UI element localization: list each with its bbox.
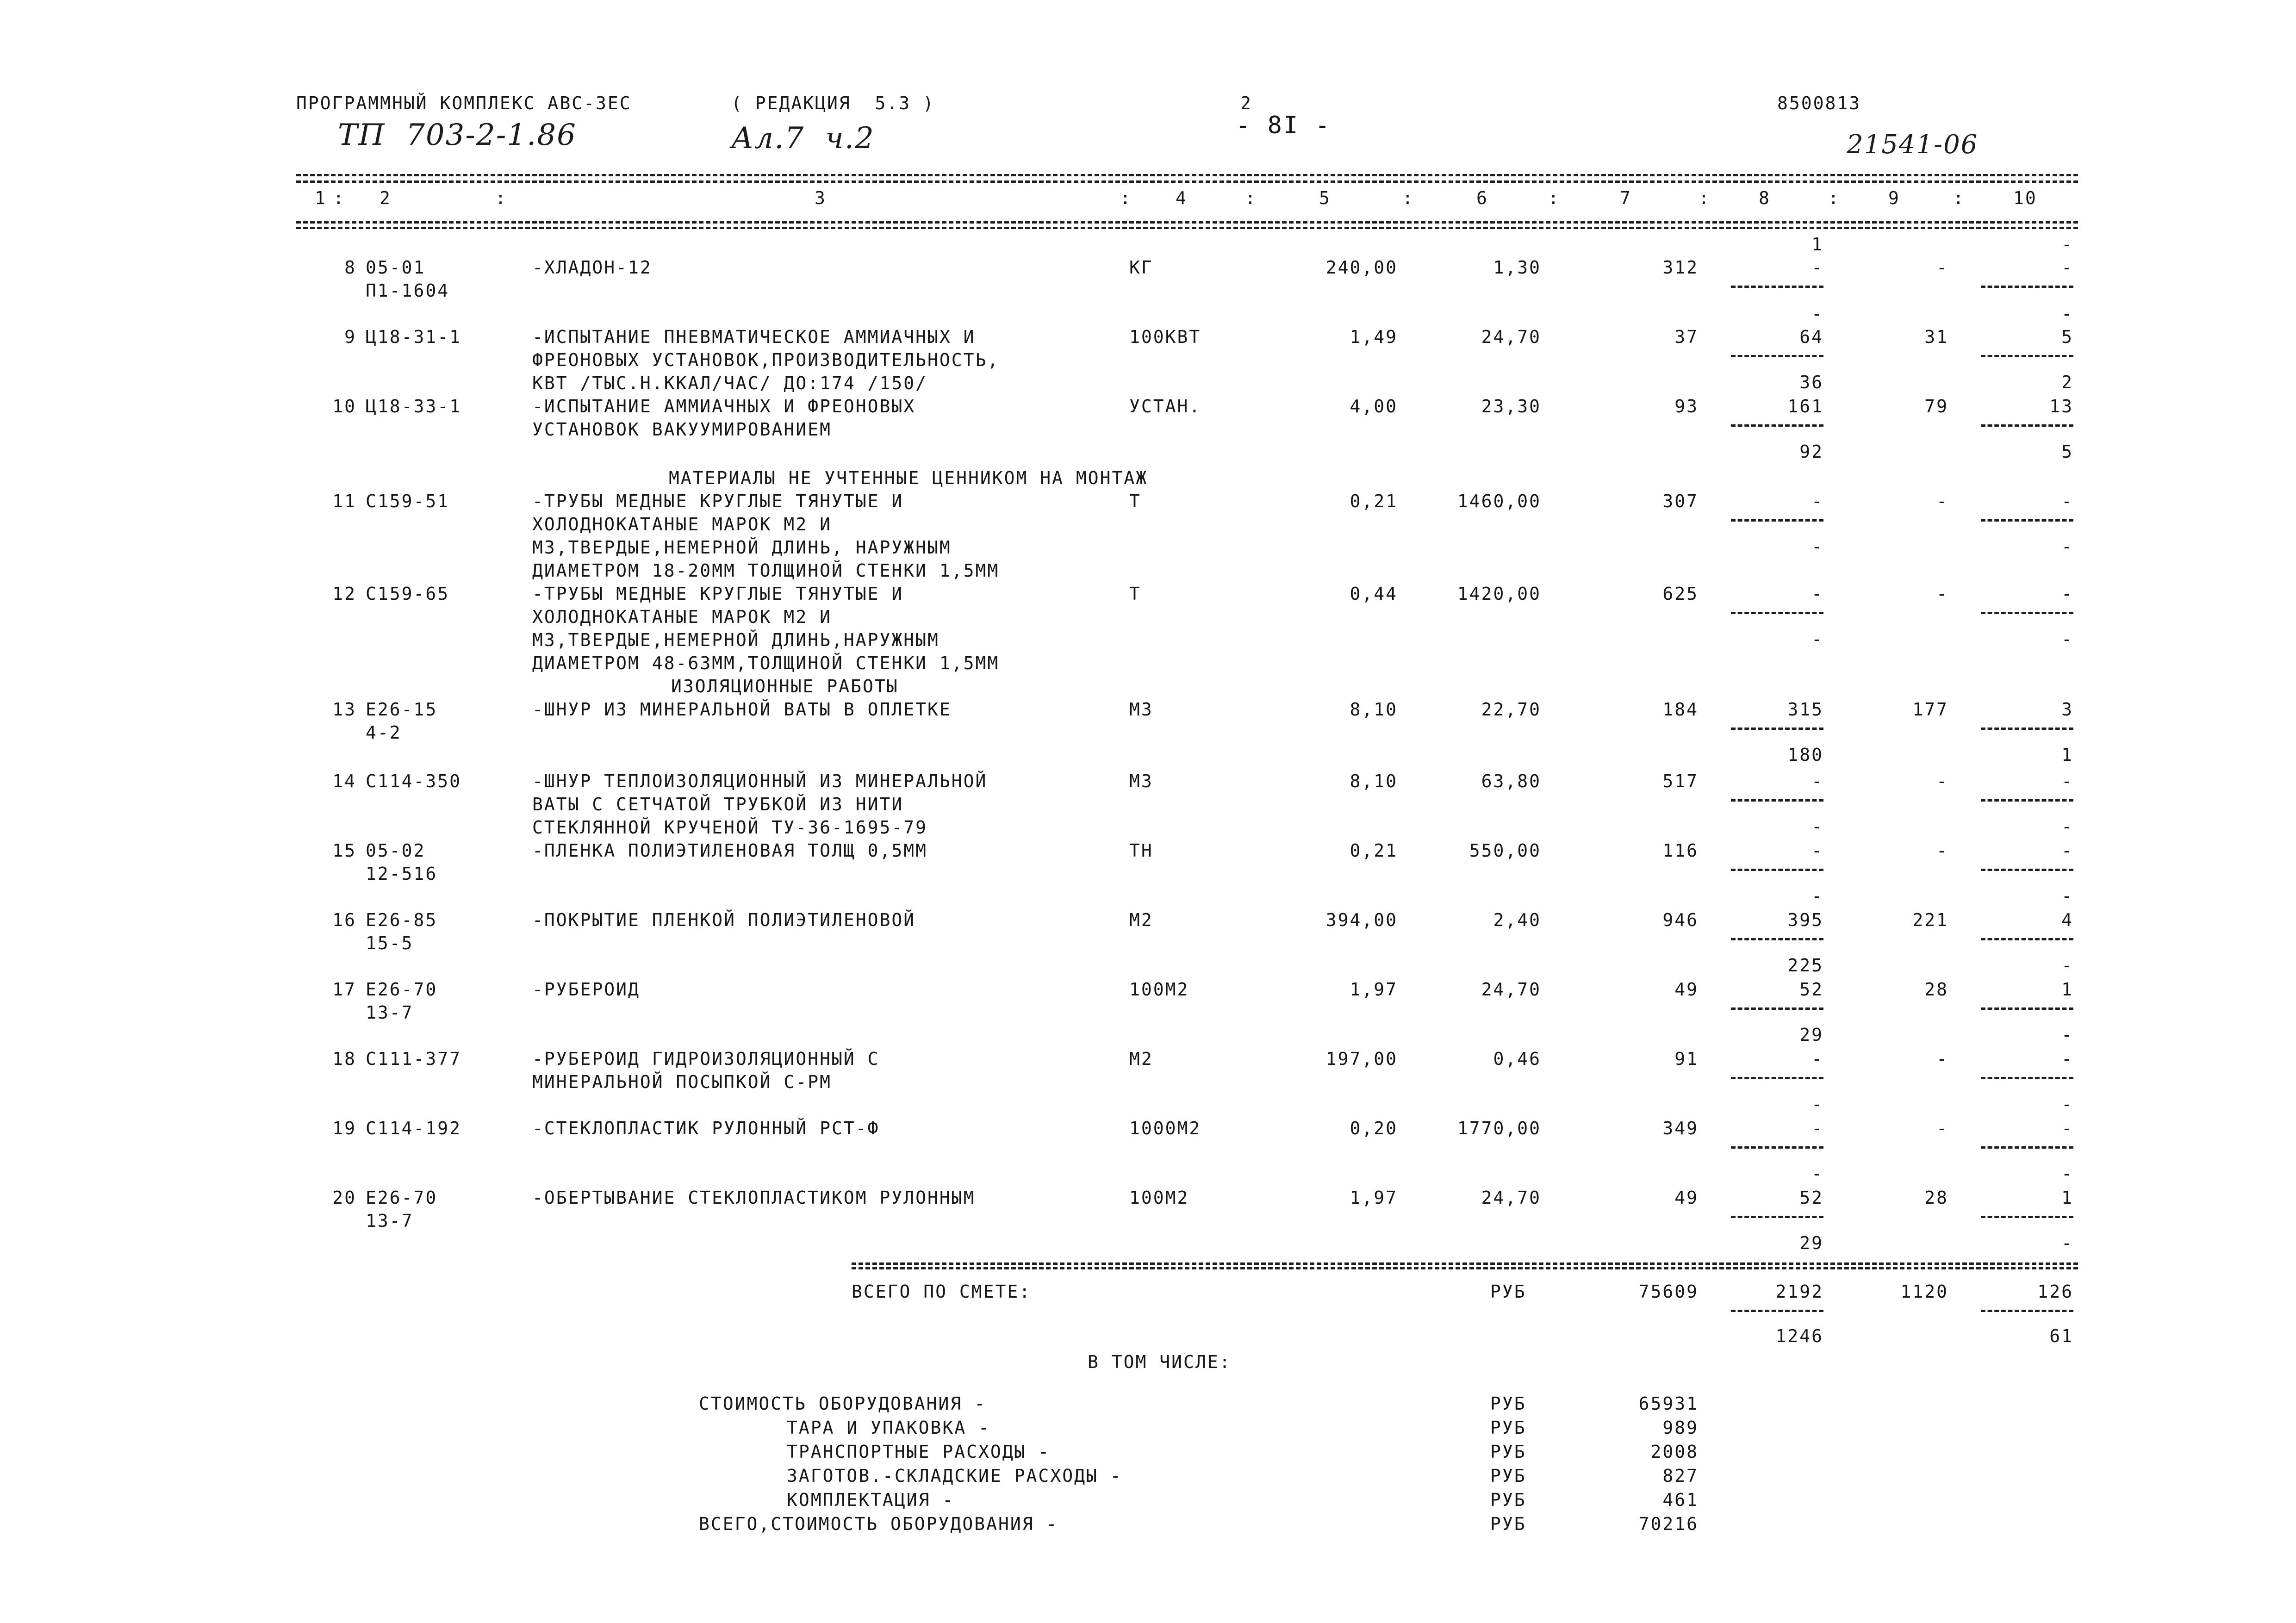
row-number: 16: [332, 910, 356, 930]
row-code: 05-02: [366, 840, 426, 861]
row-code: С114-350: [366, 771, 462, 791]
row-col10-bottom: -: [2061, 536, 2073, 557]
row-number: 19: [332, 1118, 356, 1138]
row-description: ДИАМЕТРОМ 48-63ММ,ТОЛЩИНОЙ СТЕНКИ 1,5ММ: [532, 653, 1000, 673]
row-col8: 161: [1787, 396, 1823, 417]
row-col10: 1: [2061, 979, 2073, 1000]
row-col10-top: -: [2061, 304, 2073, 324]
row-total: 184: [1662, 699, 1699, 720]
row-number: 20: [332, 1188, 356, 1208]
row-unit: 100КВТ: [1129, 327, 1201, 347]
row-description: -ПОКРЫТИЕ ПЛЕНКОЙ ПОЛИЭТИЛЕНОВОЙ: [532, 910, 916, 930]
column-header-cell: :: [495, 188, 507, 208]
row-description: ХОЛОДНОКАТАНЫЕ МАРОК М2 И: [532, 514, 832, 535]
row-quantity: 240,00: [1325, 257, 1398, 278]
row-col9: 221: [1912, 910, 1948, 930]
row-col8: -: [1811, 257, 1823, 278]
row-col8-top: 1: [1811, 234, 1823, 255]
row-unit: М3: [1129, 699, 1153, 720]
row-description: -ОБЕРТЫВАНИЕ СТЕКЛОПЛАСТИКОМ РУЛОННЫМ: [532, 1188, 976, 1208]
row-col8-rule: [1731, 355, 1823, 357]
row-col9: 79: [1924, 396, 1948, 417]
row-col10-top: -: [2061, 234, 2073, 255]
breakdown-value: 2008: [1650, 1442, 1699, 1462]
row-unit: УСТАН.: [1129, 396, 1201, 417]
breakdown-label: ТАРА И УПАКОВКА -: [787, 1418, 990, 1438]
row-description: ХОЛОДНОКАТАНЫЕ МАРОК М2 И: [532, 607, 832, 627]
row-code: 12-516: [366, 864, 438, 884]
row-col8-bottom: 225: [1787, 955, 1823, 976]
row-code: С159-51: [366, 491, 450, 511]
handwritten-project-code: ТП 703-2-1.86: [338, 118, 577, 152]
totals-label: ВСЕГО ПО СМЕТЕ:: [852, 1281, 1032, 1302]
column-header-cell: :: [1120, 188, 1132, 208]
row-description: -СТЕКЛОПЛАСТИК РУЛОННЫЙ РСТ-Ф: [532, 1118, 880, 1138]
row-col8: 64: [1799, 327, 1823, 347]
totals-col9: 1120: [1900, 1281, 1948, 1302]
column-header-cell: :: [1828, 188, 1840, 208]
row-unit: 100М2: [1129, 979, 1189, 1000]
breakdown-heading: В ТОМ ЧИСЛЕ:: [1088, 1352, 1232, 1372]
rule-top: [296, 180, 2078, 183]
rule-totals: [852, 1267, 2078, 1269]
row-col10: -: [2061, 840, 2073, 861]
column-header-cell: 10: [2013, 188, 2037, 208]
row-col10: -: [2061, 771, 2073, 791]
row-description: -ШНУР ИЗ МИНЕРАЛЬНОЙ ВАТЫ В ОПЛЕТКЕ: [532, 699, 952, 720]
row-code: С159-65: [366, 584, 450, 604]
column-header-cell: 2: [380, 188, 392, 208]
row-col8: 315: [1787, 699, 1823, 720]
row-col10-rule: [1981, 728, 2073, 730]
column-header-cell: :: [1548, 188, 1560, 208]
document-code: 8500813: [1777, 93, 1861, 113]
row-col10: -: [2061, 257, 2073, 278]
row-col8-bottom: -: [1811, 629, 1823, 649]
row-unit: КГ: [1129, 257, 1153, 278]
breakdown-unit: РУБ: [1490, 1442, 1526, 1462]
column-header-cell: 9: [1888, 188, 1900, 208]
row-quantity: 0,21: [1350, 840, 1398, 861]
row-code: Ц18-33-1: [366, 396, 462, 417]
row-unit: Т: [1129, 491, 1141, 511]
row-description: -РУБЕРОИД ГИДРОИЗОЛЯЦИОННЫЙ С: [532, 1049, 880, 1069]
row-description: -ИСПЫТАНИЕ ПНЕВМАТИЧЕСКОЕ АММИАЧНЫХ И: [532, 327, 976, 347]
row-total: 349: [1662, 1118, 1699, 1138]
row-quantity: 8,10: [1350, 699, 1398, 720]
row-description: ДИАМЕТРОМ 18-20ММ ТОЛЩИНОЙ СТЕНКИ 1,5ММ: [532, 560, 1000, 581]
row-col8-bottom: 29: [1799, 1233, 1823, 1253]
row-total: 37: [1674, 327, 1699, 347]
row-col10-rule: [1981, 1077, 2073, 1079]
row-price: 1460,00: [1457, 491, 1541, 511]
row-col10-bottom: 5: [2061, 442, 2073, 462]
row-col8-bottom: -: [1811, 1094, 1823, 1114]
column-header-cell: 4: [1176, 188, 1188, 208]
totals-col8: 2192: [1775, 1281, 1823, 1302]
row-col8-rule: [1731, 869, 1823, 871]
row-total: 312: [1662, 257, 1699, 278]
row-number: 13: [332, 699, 356, 720]
row-code: П1-1604: [366, 280, 450, 301]
row-price: 23,30: [1481, 396, 1541, 417]
row-col9: -: [1936, 584, 1948, 604]
column-header-cell: 5: [1319, 188, 1331, 208]
row-col10: -: [2061, 584, 2073, 604]
row-description: -ПЛЕНКА ПОЛИЭТИЛЕНОВАЯ ТОЛЩ 0,5ММ: [532, 840, 927, 861]
row-col8-top: -: [1811, 304, 1823, 324]
breakdown-value: 989: [1662, 1418, 1699, 1438]
handwritten-reg-number: 21541-06: [1847, 130, 1979, 160]
row-total: 946: [1662, 910, 1699, 930]
column-header-cell: 1: [315, 188, 327, 208]
row-col8-rule: [1731, 938, 1823, 940]
row-total: 625: [1662, 584, 1699, 604]
row-col10-rule: [1981, 938, 2073, 940]
totals-col7: 75609: [1638, 1281, 1699, 1302]
row-number: 15: [332, 840, 356, 861]
row-quantity: 394,00: [1325, 910, 1398, 930]
row-quantity: 1,97: [1350, 979, 1398, 1000]
row-quantity: 197,00: [1325, 1049, 1398, 1069]
row-col10-rule: [1981, 612, 2073, 614]
row-code: 15-5: [366, 933, 414, 953]
page-number: - 8I -: [1236, 112, 1331, 139]
row-code: Ц18-31-1: [366, 327, 462, 347]
row-col10: 13: [2049, 396, 2073, 417]
row-col10: -: [2061, 491, 2073, 511]
row-col10-bottom: -: [2061, 1163, 2073, 1184]
row-col8: -: [1811, 840, 1823, 861]
row-unit: Т: [1129, 584, 1141, 604]
row-col9: -: [1936, 491, 1948, 511]
row-col8-rule: [1731, 1077, 1823, 1079]
row-description: М3,ТВЕРДЫЕ,НЕМЕРНОЙ ДЛИНЬ, НАРУЖНЫМ: [532, 537, 952, 558]
row-number: 14: [332, 771, 356, 791]
row-code: Е26-15: [366, 699, 438, 720]
totals-col10-bottom: 61: [2049, 1326, 2073, 1346]
row-col10: -: [2061, 1118, 2073, 1138]
row-col10-rule: [1981, 799, 2073, 802]
row-number: 10: [332, 396, 356, 417]
section-heading-insulation: ИЗОЛЯЦИОННЫЕ РАБОТЫ: [671, 676, 899, 696]
row-code: 13-7: [366, 1211, 414, 1231]
row-col8-rule: [1731, 728, 1823, 730]
row-description: -ИСПЫТАНИЕ АММИАЧНЫХ И ФРЕОНОВЫХ: [532, 396, 916, 417]
column-header-cell: :: [1402, 188, 1414, 208]
row-col8-bottom: -: [1811, 1163, 1823, 1184]
row-price: 1770,00: [1457, 1118, 1541, 1138]
row-code: С114-192: [366, 1118, 462, 1138]
row-col8-rule: [1731, 1216, 1823, 1218]
row-col9: -: [1936, 771, 1948, 791]
row-total: 93: [1674, 396, 1699, 417]
row-description: -РУБЕРОИД: [532, 979, 640, 1000]
rule-totals: [852, 1262, 2078, 1265]
column-header-cell: 3: [815, 188, 827, 208]
row-description: -ТРУБЫ МЕДНЫЕ КРУГЛЫЕ ТЯНУТЫЕ И: [532, 584, 904, 604]
row-description: МИНЕРАЛЬНОЙ ПОСЫПКОЙ С-РМ: [532, 1072, 832, 1092]
handwritten-album: Ал.7 ч.2: [731, 121, 875, 155]
breakdown-label: ТРАНСПОРТНЫЕ РАСХОДЫ -: [787, 1442, 1051, 1462]
row-col8-bottom: -: [1811, 536, 1823, 557]
section-heading-materials: МАТЕРИАЛЫ НЕ УЧТЕННЫЕ ЦЕННИКОМ НА МОНТАЖ: [669, 468, 1148, 488]
row-col8: 395: [1787, 910, 1823, 930]
row-col10-bottom: -: [2061, 1025, 2073, 1045]
row-col8: 52: [1799, 1188, 1823, 1208]
row-col10-bottom: 2: [2061, 372, 2073, 392]
totals-col8-bottom: 1246: [1775, 1326, 1823, 1346]
row-description: СТЕКЛЯННОЙ КРУЧЕНОЙ ТУ-36-1695-79: [532, 817, 927, 838]
column-header-cell: :: [333, 188, 345, 208]
row-description: ВАТЫ С СЕТЧАТОЙ ТРУБКОЙ ИЗ НИТИ: [532, 794, 904, 815]
row-col8-bottom: 92: [1799, 442, 1823, 462]
row-col8-bottom: 180: [1787, 745, 1823, 765]
row-col10-rule: [1981, 519, 2073, 522]
row-col10-rule: [1981, 1146, 2073, 1149]
totals-unit: РУБ: [1490, 1281, 1526, 1302]
row-col8-rule: [1731, 799, 1823, 802]
rule-top: [296, 174, 2078, 176]
row-col8: -: [1811, 491, 1823, 511]
row-col9: -: [1936, 1049, 1948, 1069]
edition-label: ( РЕДАКЦИЯ 5.3 ): [731, 93, 935, 113]
column-header-cell: :: [1245, 188, 1257, 208]
row-col10-rule: [1981, 1007, 2073, 1010]
row-description: УСТАНОВОК ВАКУУМИРОВАНИЕМ: [532, 419, 832, 440]
row-col9: 28: [1924, 979, 1948, 1000]
row-code: Е26-70: [366, 1188, 438, 1208]
row-quantity: 1,49: [1350, 327, 1398, 347]
row-number: 12: [332, 584, 356, 604]
row-price: 550,00: [1469, 840, 1541, 861]
row-col10-bottom: -: [2061, 955, 2073, 976]
breakdown-unit: РУБ: [1490, 1514, 1526, 1534]
rule-header: [296, 227, 2078, 229]
row-col8-bottom: -: [1811, 886, 1823, 906]
row-col8-rule: [1731, 1146, 1823, 1149]
row-code: С111-377: [366, 1049, 462, 1069]
totals-col10-rule: [1981, 1310, 2073, 1312]
row-description: -ТРУБЫ МЕДНЫЕ КРУГЛЫЕ ТЯНУТЫЕ И: [532, 491, 904, 511]
row-quantity: 0,20: [1350, 1118, 1398, 1138]
row-col8: 52: [1799, 979, 1823, 1000]
breakdown-unit: РУБ: [1490, 1490, 1526, 1510]
row-price: 2,40: [1493, 910, 1541, 930]
row-col9: -: [1936, 1118, 1948, 1138]
row-code: 4-2: [366, 722, 402, 743]
row-quantity: 0,44: [1350, 584, 1398, 604]
row-unit: ТН: [1129, 840, 1153, 861]
column-header-cell: 7: [1620, 188, 1632, 208]
row-col8: -: [1811, 1049, 1823, 1069]
row-quantity: 4,00: [1350, 396, 1398, 417]
row-col8: -: [1811, 584, 1823, 604]
row-price: 24,70: [1481, 1188, 1541, 1208]
rule-header: [296, 221, 2078, 224]
row-col10-bottom: -: [2061, 629, 2073, 649]
row-col10: 1: [2061, 1188, 2073, 1208]
row-quantity: 8,10: [1350, 771, 1398, 791]
row-price: 1420,00: [1457, 584, 1541, 604]
row-description: КВТ /ТЫС.Н.ККАЛ/ЧАС/ ДО:174 /150/: [532, 373, 927, 393]
row-col10: 5: [2061, 327, 2073, 347]
row-total: 517: [1662, 771, 1699, 791]
row-col10: 4: [2061, 910, 2073, 930]
breakdown-label: ВСЕГО,СТОИМОСТЬ ОБОРУДОВАНИЯ -: [699, 1514, 1058, 1534]
row-total: 49: [1674, 1188, 1699, 1208]
row-code: Е26-85: [366, 910, 438, 930]
row-col10-bottom: -: [2061, 1233, 2073, 1253]
row-code: 05-01: [366, 257, 426, 278]
row-description: -ХЛАДОН-12: [532, 257, 652, 278]
row-code: Е26-70: [366, 979, 438, 1000]
row-col8-bottom: -: [1811, 816, 1823, 837]
totals-col10: 126: [2037, 1281, 2073, 1302]
row-col10-rule: [1981, 1216, 2073, 1218]
row-price: 22,70: [1481, 699, 1541, 720]
row-number: 18: [332, 1049, 356, 1069]
row-code: 13-7: [366, 1002, 414, 1023]
row-number: 8: [344, 257, 356, 278]
row-col8-bottom: 29: [1799, 1025, 1823, 1045]
row-quantity: 0,21: [1350, 491, 1398, 511]
row-number: 9: [344, 327, 356, 347]
row-col9: 28: [1924, 1188, 1948, 1208]
row-total: 116: [1662, 840, 1699, 861]
sheet-number: 2: [1240, 93, 1252, 113]
row-description: -ШНУР ТЕПЛОИЗОЛЯЦИОННЫЙ ИЗ МИНЕРАЛЬНОЙ: [532, 771, 988, 791]
row-unit: М2: [1129, 910, 1153, 930]
row-description: ФРЕОНОВЫХ УСТАНОВОК,ПРОИЗВОДИТЕЛЬНОСТЬ,: [532, 350, 1000, 370]
row-col10-bottom: 1: [2061, 745, 2073, 765]
column-header-cell: 6: [1476, 188, 1488, 208]
column-header-cell: :: [1699, 188, 1711, 208]
row-total: 91: [1674, 1049, 1699, 1069]
row-description: М3,ТВЕРДЫЕ,НЕМЕРНОЙ ДЛИНЬ,НАРУЖНЫМ: [532, 630, 940, 650]
breakdown-value: 461: [1662, 1490, 1699, 1510]
breakdown-label: СТОИМОСТЬ ОБОРУДОВАНИЯ -: [699, 1393, 987, 1414]
row-col8-rule: [1731, 286, 1823, 288]
row-number: 11: [332, 491, 356, 511]
row-number: 17: [332, 979, 356, 1000]
column-header-cell: :: [1953, 188, 1965, 208]
row-unit: М2: [1129, 1049, 1153, 1069]
row-col10-rule: [1981, 424, 2073, 427]
row-total: 49: [1674, 979, 1699, 1000]
column-header-cell: 8: [1759, 188, 1771, 208]
row-price: 0,46: [1493, 1049, 1541, 1069]
row-col8-rule: [1731, 519, 1823, 522]
row-price: 63,80: [1481, 771, 1541, 791]
row-col8: -: [1811, 1118, 1823, 1138]
row-col10-rule: [1981, 355, 2073, 357]
row-col10: 3: [2061, 699, 2073, 720]
row-col8: -: [1811, 771, 1823, 791]
row-col9: 31: [1924, 327, 1948, 347]
breakdown-label: КОМПЛЕКТАЦИЯ -: [787, 1490, 955, 1510]
row-price: 24,70: [1481, 979, 1541, 1000]
row-col10-bottom: -: [2061, 816, 2073, 837]
row-col10-rule: [1981, 286, 2073, 288]
row-price: 1,30: [1493, 257, 1541, 278]
row-unit: 100М2: [1129, 1188, 1189, 1208]
breakdown-unit: РУБ: [1490, 1466, 1526, 1486]
row-col10-bottom: -: [2061, 886, 2073, 906]
row-col9: -: [1936, 840, 1948, 861]
row-price: 24,70: [1481, 327, 1541, 347]
row-col9: 177: [1912, 699, 1948, 720]
row-quantity: 1,97: [1350, 1188, 1398, 1208]
breakdown-unit: РУБ: [1490, 1418, 1526, 1438]
totals-col8-rule: [1731, 1310, 1823, 1312]
row-col10-bottom: -: [2061, 1094, 2073, 1114]
row-col9: -: [1936, 257, 1948, 278]
row-unit: М3: [1129, 771, 1153, 791]
breakdown-value: 827: [1662, 1466, 1699, 1486]
row-col8-rule: [1731, 424, 1823, 427]
row-col10-rule: [1981, 869, 2073, 871]
row-col10: -: [2061, 1049, 2073, 1069]
breakdown-unit: РУБ: [1490, 1393, 1526, 1414]
breakdown-value: 65931: [1638, 1393, 1699, 1414]
row-col8-rule: [1731, 612, 1823, 614]
program-title: ПРОГРАММНЫЙ КОМПЛЕКС АВС-3ЕС: [296, 93, 632, 113]
row-unit: 1000М2: [1129, 1118, 1201, 1138]
row-col8-rule: [1731, 1007, 1823, 1010]
row-total: 307: [1662, 491, 1699, 511]
breakdown-label: ЗАГОТОВ.-СКЛАДСКИЕ РАСХОДЫ -: [787, 1466, 1122, 1486]
row-col8-bottom: 36: [1799, 372, 1823, 392]
breakdown-value: 70216: [1638, 1514, 1699, 1534]
